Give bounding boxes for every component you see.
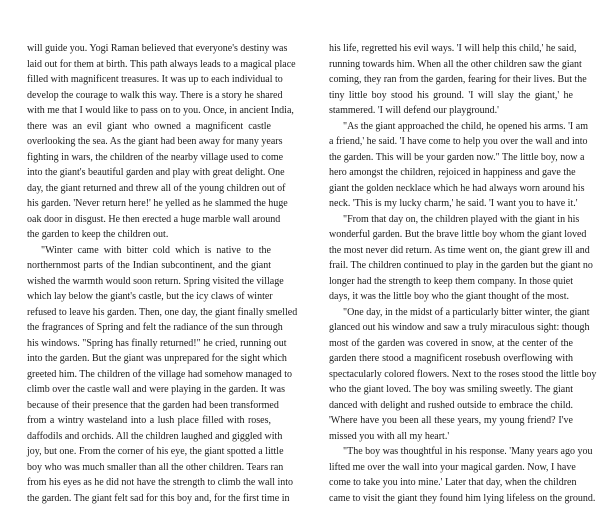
text-line: boy who was much smaller than all the other children. Tears ran [27, 460, 271, 476]
text-line: most of the garden was covered in snow, at the center of the [329, 336, 573, 352]
text-line: wished the warmth would soon return. Spring visited the village [27, 274, 271, 290]
text-line: longer had the strength to keep them company. In those quiet [329, 274, 573, 290]
text-line: missed you with all my heart.' [329, 429, 573, 445]
text-line: daffodils and orchids. All the children laughed and giggled with [27, 429, 271, 445]
text-line: climb over the castle wall and were playing in the garden. It was [27, 382, 271, 398]
text-line: into the giant's beautiful garden and play with great delight. One [27, 165, 271, 181]
text-line: the garden. This will be your garden now." The little boy, now a [329, 150, 573, 166]
text-line: joy, but one. From the corner of his eye, the giant spotted a little [27, 444, 271, 460]
text-line: a friend,' he said. 'I have come to help you over the wall and into [329, 134, 573, 150]
text-line: filled with magnificent treasures. It was up to each individual to [27, 72, 271, 88]
text-line: the fragrances of Spring and felt the radiance of the sun through [27, 320, 271, 336]
text-line: stammered. 'I will defend our playground.' [329, 103, 573, 119]
text-line: "Winter came with bitter cold which is native to the [27, 243, 271, 259]
text-line: his garden. 'Never return here!' he yelled as he slammed the huge [27, 196, 271, 212]
text-line: from his eyes as he did not have the strength to climb the wall into [27, 475, 271, 491]
text-line: coming, they ran from the garden, fearing for their lives. But the [329, 72, 573, 88]
text-line: frail. The children continued to play in the garden but the giant no [329, 258, 573, 274]
text-line: with me that I would like to pass on to you. Once, in ancient India, [27, 103, 271, 119]
text-line: northernmost parts of the Indian subcontinent, and the giant [27, 258, 271, 274]
text-line: hero amongst the children, rejoiced in happiness and gave the [329, 165, 573, 181]
text-line: garden there stood a magnificent rosebush overflowing with [329, 351, 573, 367]
text-line: from a wintry wasteland into a lush place filled with roses, [27, 413, 271, 429]
text-line: because of their presence that the garden had been transformed [27, 398, 271, 414]
text-line: overlooking the sea. As the giant had been away for many years [27, 134, 271, 150]
text-line: "One day, in the midst of a particularly bitter winter, the giant [329, 305, 573, 321]
text-line: develop the courage to walk this way. There is a story he shared [27, 88, 271, 104]
text-line: greeted him. The children of the village had somehow managed to [27, 367, 271, 383]
text-line: day, the giant returned and threw all of the young children out of [27, 181, 271, 197]
right-page-text [329, 41, 573, 506]
text-line: lifted me over the wall into your magical garden. Now, I have [329, 460, 573, 476]
text-line: will guide you. Yogi Raman believed that everyone's destiny was [27, 41, 271, 57]
text-line: spectacularly colored flowers. Next to the roses stood the little boy [329, 367, 573, 383]
text-line: came to visit the giant they found him lying lifeless on the ground. [329, 491, 573, 506]
text-line: the garden to keep the children out. [27, 227, 271, 243]
text-line: wonderful garden. But the brave little boy whom the giant loved [329, 227, 573, 243]
text-line: there was an evil giant who owned a magnificent castle [27, 119, 271, 135]
text-line: tiny little boy stood his ground. 'I will slay the giant,' he [329, 88, 573, 104]
text-line: neck. 'This is my lucky charm,' he said. 'I want you to have it.' [329, 196, 573, 212]
text-line: his life, regretted his evil ways. 'I will help this child,' he said, [329, 41, 573, 57]
text-line: danced with delight and rushed outside to embrace the child. [329, 398, 573, 414]
text-line: refused to leave his garden. Then, one day, the giant finally smelled [27, 305, 271, 321]
text-line: his windows. "Spring has finally returned!" he cried, running out [27, 336, 271, 352]
text-line: come to take you into mine.' Later that day, when the children [329, 475, 573, 491]
text-line: glanced out his window and saw a truly miraculous sight: though [329, 320, 573, 336]
text-line: "As the giant approached the child, he opened his arms. 'I am [329, 119, 573, 135]
text-line: which lay below the giant's castle, but the icy claws of winter [27, 289, 271, 305]
text-line: 'Where have you been all these years, my young friend? I've [329, 413, 573, 429]
left-page-text [27, 41, 271, 506]
text-line: who the giant loved. The boy was smiling sweetly. The giant [329, 382, 573, 398]
text-line: "From that day on, the children played with the giant in his [329, 212, 573, 228]
text-line: giant the golden necklace which he had always worn around his [329, 181, 573, 197]
text-line: the garden. The giant felt sad for this boy and, for the first time in [27, 491, 271, 506]
text-line: days, it was the little boy who the giant thought of the most. [329, 289, 573, 305]
text-line: into the garden. But the giant was unprepared for the sight which [27, 351, 271, 367]
text-line: fighting in wars, the children of the nearby village used to come [27, 150, 271, 166]
text-line: running towards him. When all the other children saw the giant [329, 57, 573, 73]
text-line: "The boy was thoughtful in his response. 'Many years ago you [329, 444, 573, 460]
text-line: the most never did return. As time went on, the giant grew ill and [329, 243, 573, 259]
text-line: laid out for them at birth. This path always leads to a magical place [27, 57, 271, 73]
text-line: oak door in disgust. He then erected a huge marble wall around [27, 212, 271, 228]
